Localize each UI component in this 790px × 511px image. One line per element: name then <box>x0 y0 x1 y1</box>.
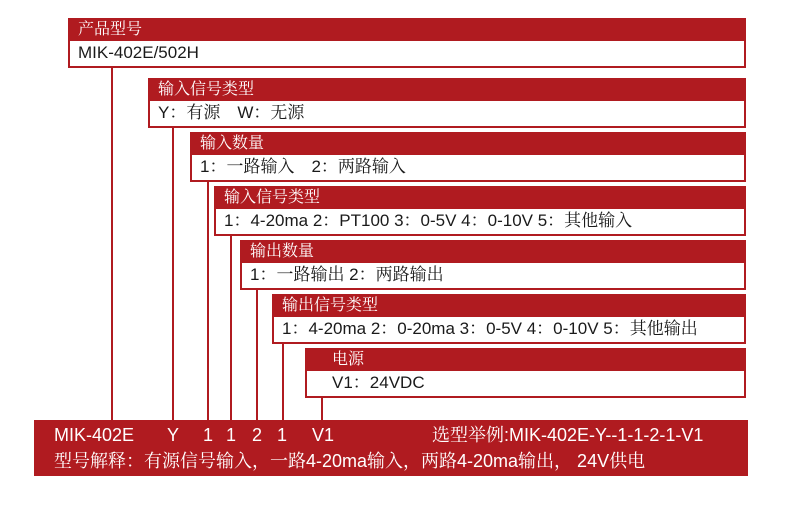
connector-line-input-count <box>207 182 209 420</box>
box-header-power-supply: 电源 <box>305 348 746 371</box>
box-row-product-model: MIK-402E/502H <box>68 41 746 68</box>
connector-line-output-count <box>256 290 258 420</box>
summary-bar <box>34 420 748 476</box>
box-header-input-signal-type: 输入信号类型 <box>148 78 746 101</box>
selection-example-text: 选型举例:MIK-402E-Y--1-1-2-1-V1 <box>432 425 704 445</box>
box-row-input-signal-kind: 1：4-20ma 2：PT100 3：0-5V 4：0-10V 5：其他输入 <box>214 209 746 236</box>
box-input-signal-type <box>148 78 746 128</box>
box-power-supply <box>305 348 746 398</box>
connector-line-power-supply <box>321 398 323 420</box>
connector-line-output-signal-type <box>282 344 284 420</box>
connector-line-product-model <box>111 68 113 420</box>
box-header-output-signal-type: 输出信号类型 <box>272 294 746 317</box>
code-part-signal-type: Y <box>166 425 180 445</box>
connector-line-input-signal-type <box>172 127 174 420</box>
box-header-input-count: 输入数量 <box>190 132 746 155</box>
code-part-power: V1 <box>311 425 335 445</box>
box-product-model <box>68 18 746 68</box>
box-header-output-count: 输出数量 <box>240 240 746 263</box>
box-input-signal-kind <box>214 186 746 236</box>
code-part-input-count: 1 <box>202 425 214 445</box>
box-output-count <box>240 240 746 290</box>
box-row-output-count: 1：一路输出 2：两路输出 <box>240 263 746 290</box>
box-header-product-model: 产品型号 <box>68 18 746 41</box>
box-row-input-signal-type: Y：有源 W：无源 <box>148 101 746 128</box>
box-row-input-count: 1：一路输入 2：两路输入 <box>190 155 746 182</box>
connector-line-input-signal-kind <box>230 236 232 420</box>
code-part-output-signal: 1 <box>276 425 288 445</box>
box-row-output-signal-type: 1：4-20ma 2：0-20ma 3：0-5V 4：0-10V 5：其他输出 <box>272 317 746 344</box>
model-explanation-text: 型号解释：有源信号输入，一路4-20ma输入，两路4-20ma输出， 24V供电 <box>54 451 646 471</box>
box-output-signal-type <box>272 294 746 344</box>
box-header-input-signal-kind: 输入信号类型 <box>214 186 746 209</box>
code-part-input-signal: 1 <box>225 425 237 445</box>
code-part-output-count: 2 <box>251 425 263 445</box>
box-row-power-supply: V1：24VDC <box>305 371 746 398</box>
code-part-model: MIK-402E <box>54 425 135 445</box>
box-input-count <box>190 132 746 182</box>
